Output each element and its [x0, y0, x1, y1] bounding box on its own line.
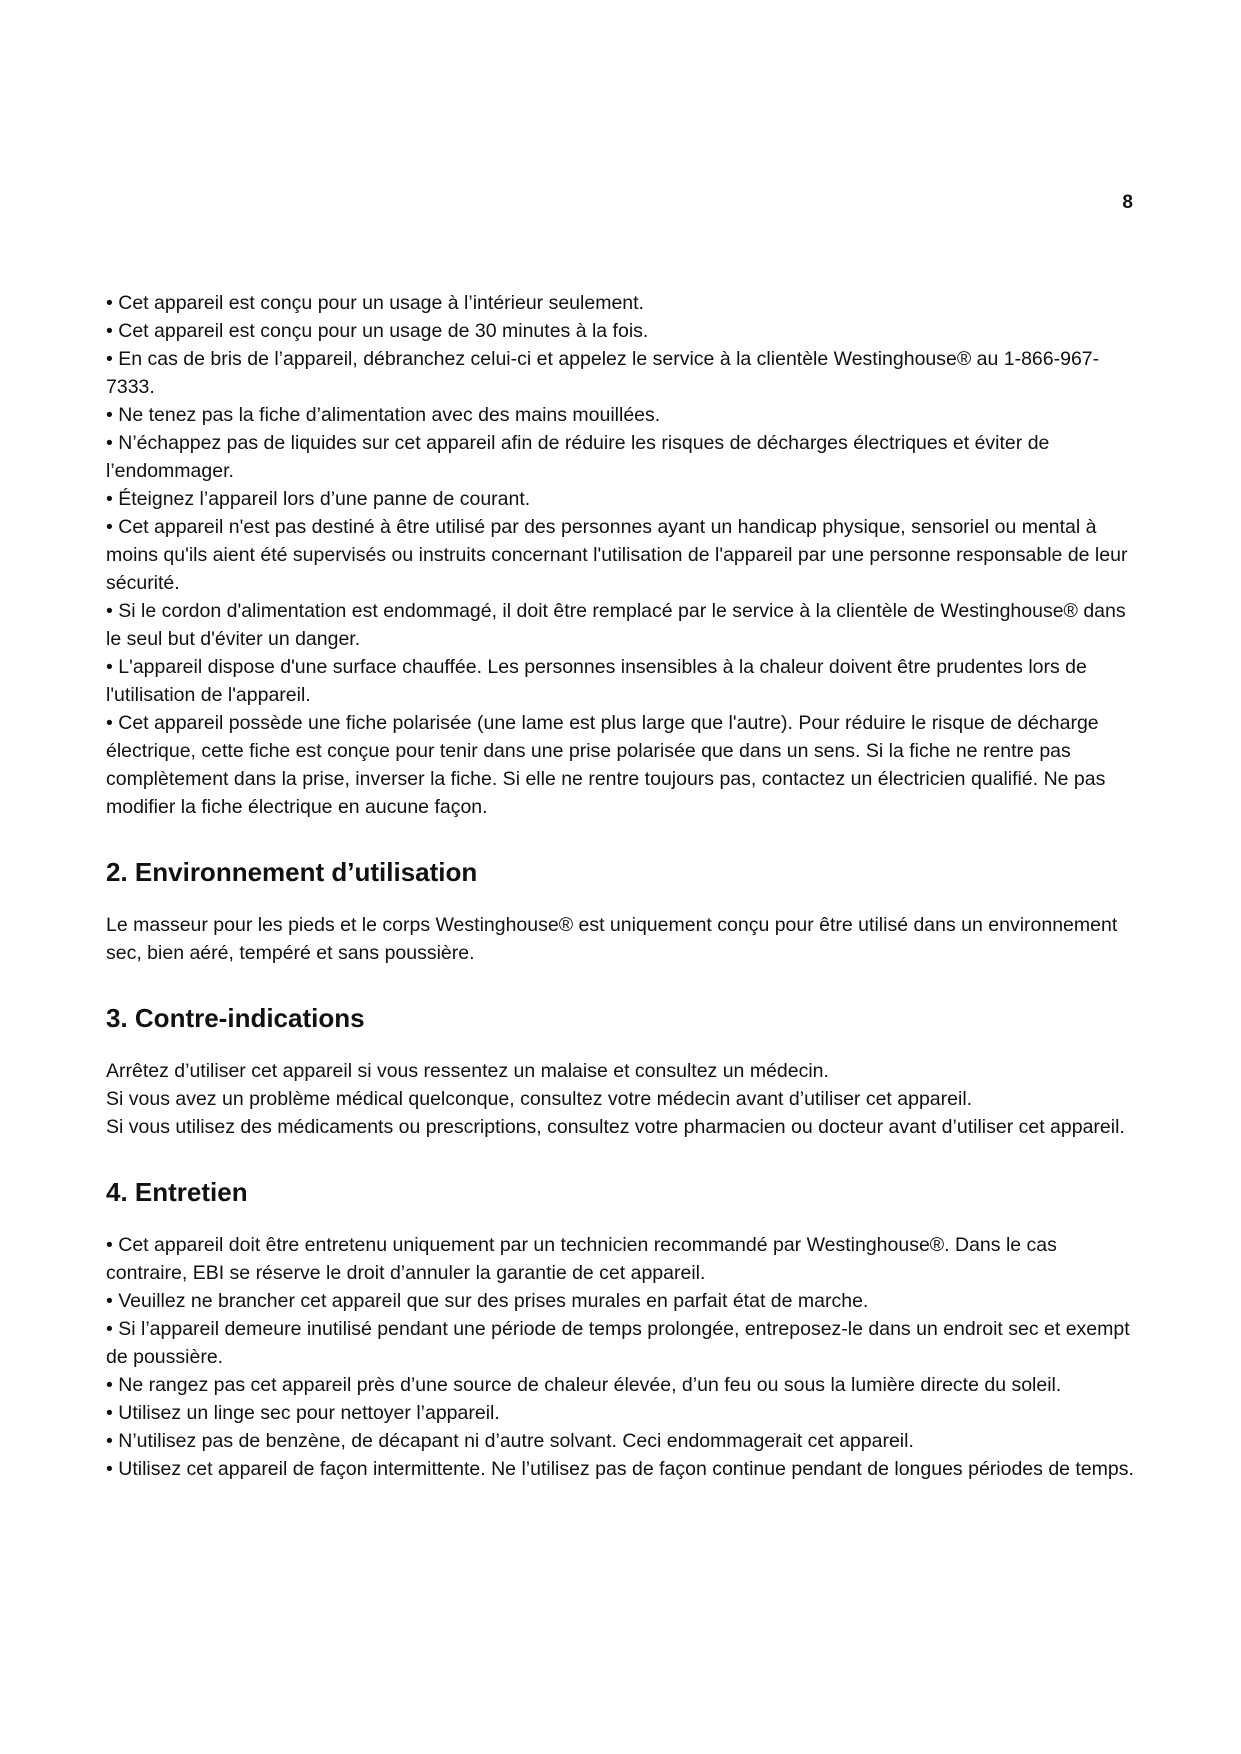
section-heading-contraindications: 3. Contre-indications — [106, 1003, 365, 1033]
bullet-item: • Éteignez l’appareil lors d’une panne de courant. — [106, 488, 531, 510]
contraindications-list — [106, 1057, 1141, 1141]
maintenance-bullet-list — [106, 1231, 1141, 1483]
bullet-item: • N’utilisez pas de benzène, de décapant ni d’autre solvant. Ceci endommagerait cet appareil. — [106, 1430, 914, 1452]
bullet-item: • Cet appareil est conçu pour un usage à l’intérieur seulement. — [106, 292, 644, 314]
bullet-item: • Cet appareil possède une fiche polarisée (une lame est plus large que l'autre). Pour réduire le risque de décharge électrique, cette fiche est conçue pour tenir dans une prise polarisée que dans un sens. Si la fiche ne rentre pas complètement dans la prise, inverser la fiche. Si elle ne rentre toujours pas, contactez un électricien qualifié. Ne pas modifier la fiche électrique en aucune façon. — [106, 712, 1106, 818]
bullet-item: • Cet appareil n'est pas destiné à être utilisé par des personnes ayant un handicap physique, sensoriel ou mental à moins qu'ils aient été supervisés ou instruits concernant l'utilisation de l'appareil par une personne responsable de leur sécurité. — [106, 516, 1128, 594]
section-heading-environment: 2. Environnement d’utilisation — [106, 857, 478, 887]
bullet-item: • Utilisez un linge sec pour nettoyer l’appareil. — [106, 1402, 500, 1424]
bullet-item: • L'appareil dispose d'une surface chauffée. Les personnes insensibles à la chaleur doivent être prudentes lors de l'utilisation de l'appareil. — [106, 656, 1087, 706]
bullet-item: • Utilisez cet appareil de façon intermittente. Ne l’utilisez pas de façon continue pendant de longues périodes de temps. — [106, 1458, 1134, 1480]
contraindication-line: Si vous utilisez des médicaments ou prescriptions, consultez votre pharmacien ou docteur avant d’utiliser cet appareil. — [106, 1116, 1125, 1138]
bullet-item: • Ne rangez pas cet appareil près d’une source de chaleur élevée, d’un feu ou sous la lumière directe du soleil. — [106, 1374, 1062, 1396]
bullet-item: • N’échappez pas de liquides sur cet appareil afin de réduire les risques de décharges électriques et éviter de l’endommager. — [106, 432, 1050, 482]
bullet-item: • En cas de bris de l’appareil, débranchez celui-ci et appelez le service à la clientèle Westinghouse® au 1-866-967-7333. — [106, 348, 1100, 398]
bullet-item: • Si l’appareil demeure inutilisé pendant une période de temps prolongée, entreposez-le dans un endroit sec et exempt de poussière. — [106, 1318, 1130, 1368]
contraindication-line: Si vous avez un problème médical quelconque, consultez votre médecin avant d’utiliser cet appareil. — [106, 1088, 973, 1110]
bullet-item: • Veuillez ne brancher cet appareil que sur des prises murales en parfait état de marche. — [106, 1290, 869, 1312]
document-body — [106, 289, 1141, 1483]
bullet-item: • Si le cordon d'alimentation est endommagé, il doit être remplacé par le service à la clientèle de Westinghouse® dans le seul but d'éviter un danger. — [106, 600, 1126, 650]
bullet-item: • Cet appareil est conçu pour un usage de 30 minutes à la fois. — [106, 320, 649, 342]
bullet-item: • Cet appareil doit être entretenu uniquement par un technicien recommandé par Westinghouse®. Dans le cas contraire, EBI se réserve le droit d’annuler la garantie de cet appareil. — [106, 1234, 1057, 1284]
contraindication-line: Arrêtez d’utiliser cet appareil si vous ressentez un malaise et consultez un médecin. — [106, 1060, 829, 1082]
section-heading-maintenance: 4. Entretien — [106, 1177, 248, 1207]
environment-paragraph: Le masseur pour les pieds et le corps Westinghouse® est uniquement conçu pour être utilisé dans un environnement sec, bien aéré, tempéré et sans poussière. — [106, 914, 1118, 964]
safety-bullet-list — [106, 289, 1141, 821]
page-number: 8 — [1122, 192, 1133, 213]
bullet-item: • Ne tenez pas la fiche d’alimentation avec des mains mouillées. — [106, 404, 661, 426]
